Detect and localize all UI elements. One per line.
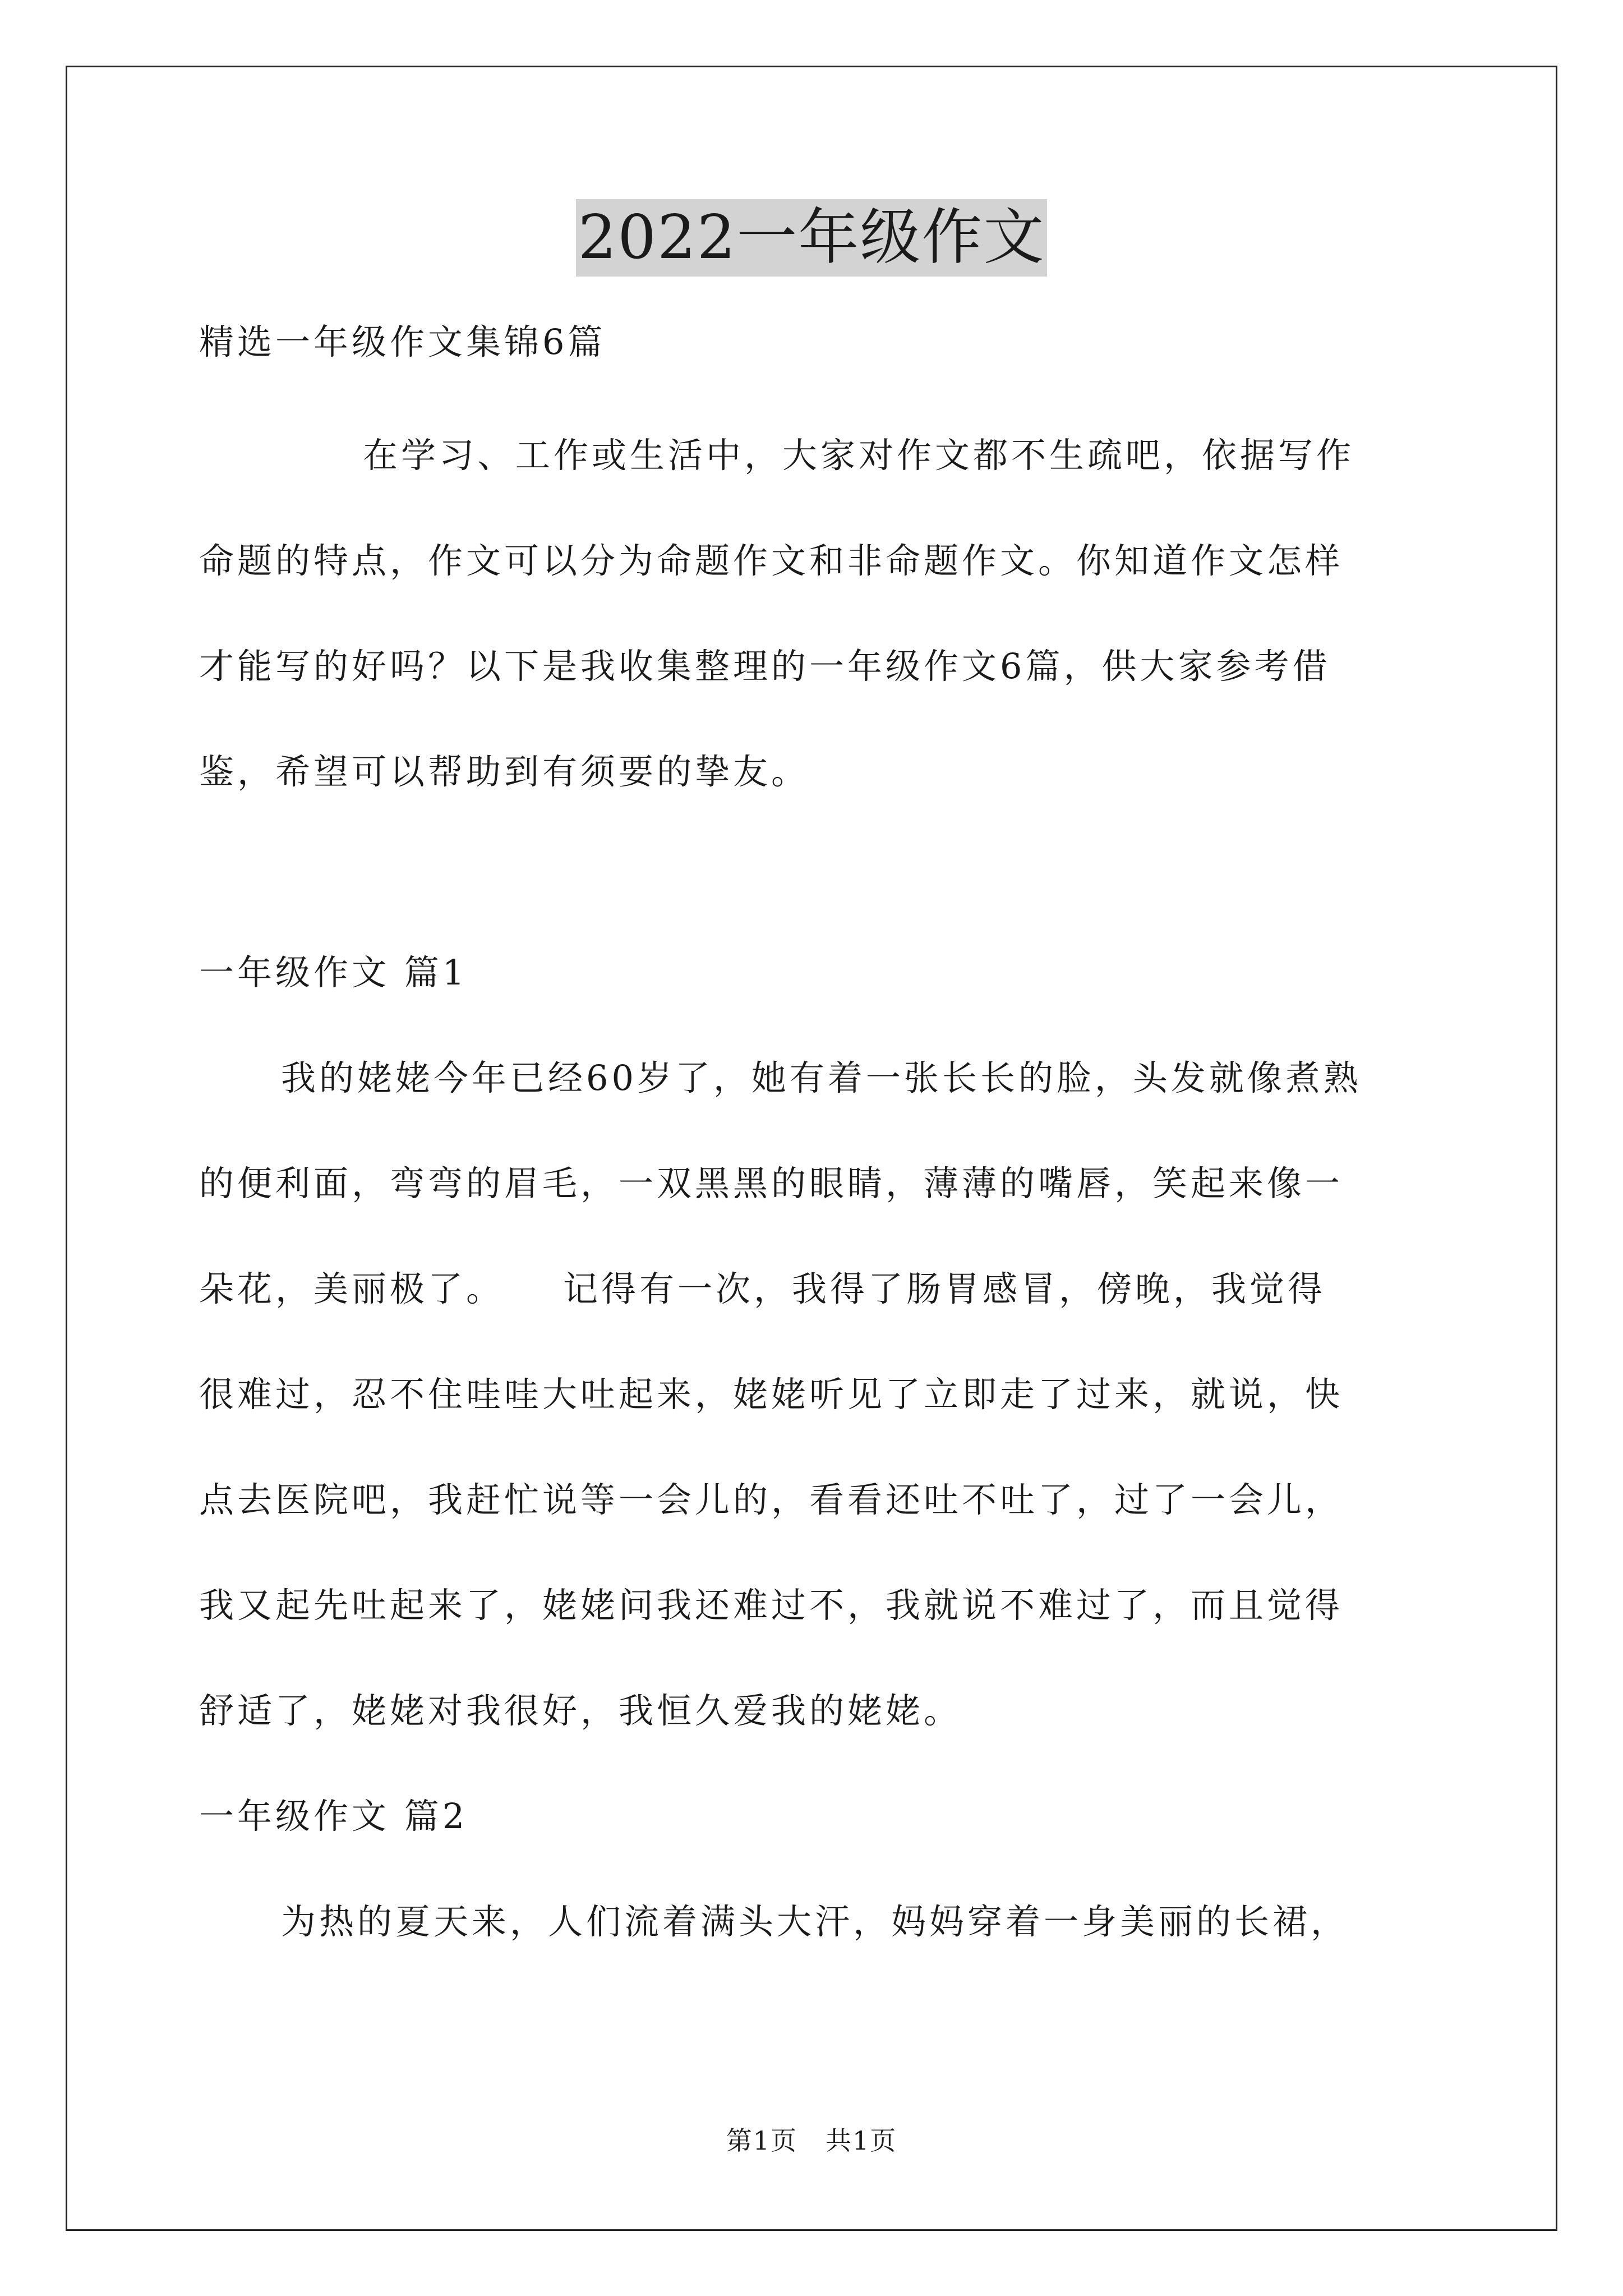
document-body [199,311,1427,1996]
page-total: 共1页 [826,2125,897,2156]
section-heading-1: 一年级作文 篇1 [199,952,468,993]
spacer [199,846,1427,942]
page-footer [0,2120,1623,2157]
section2-line: 为热的夏天来，人们流着满头大汗，妈妈穿着一身美丽的长裙， [281,1901,1349,1942]
section-heading-2: 一年级作文 篇2 [199,1796,468,1837]
title-container [0,199,1623,277]
intro-line: 命题的特点，作文可以分为命题作文和非命题作文。你知道作文怎样 [199,540,1344,581]
intro-line: 鉴，希望可以帮助到有须要的挚友。 [199,751,810,792]
section1-line: 朵花，美丽极了。 记得有一次，我得了肠胃感冒，傍晚，我觉得 [199,1268,1326,1309]
section1-line: 很难过，忍不住哇哇大吐起来，姥姥听见了立即走了过来，就说，快 [199,1374,1344,1415]
section1-line: 我的姥姥今年已经60岁了，她有着一张长长的脸，头发就像煮熟 [281,1057,1362,1098]
intro-line: 才能写的好吗？以下是我收集整理的一年级作文6篇，供大家参考借 [199,646,1331,687]
page-number: 第1页 [726,2125,797,2156]
section1-line: 的便利面，弯弯的眉毛，一双黑黑的眼睛，薄薄的嘴唇，笑起来像一 [199,1163,1344,1204]
section1-line: 点去医院吧，我赶忙说等一会儿的，看看还吐不吐了，过了一会儿， [199,1479,1344,1520]
document-title: 2022一年级作文 [576,199,1048,277]
section1-line: 我又起先吐起来了，姥姥问我还难过不，我就说不难过了，而且觉得 [199,1585,1344,1626]
section1-line: 舒适了，姥姥对我很好，我恒久爱我的姥姥。 [199,1690,962,1731]
document-subtitle: 精选一年级作文集锦6篇 [199,321,606,362]
intro-line: 在学习、工作或生活中，大家对作文都不生疏吧，依据写作 [363,435,1355,476]
